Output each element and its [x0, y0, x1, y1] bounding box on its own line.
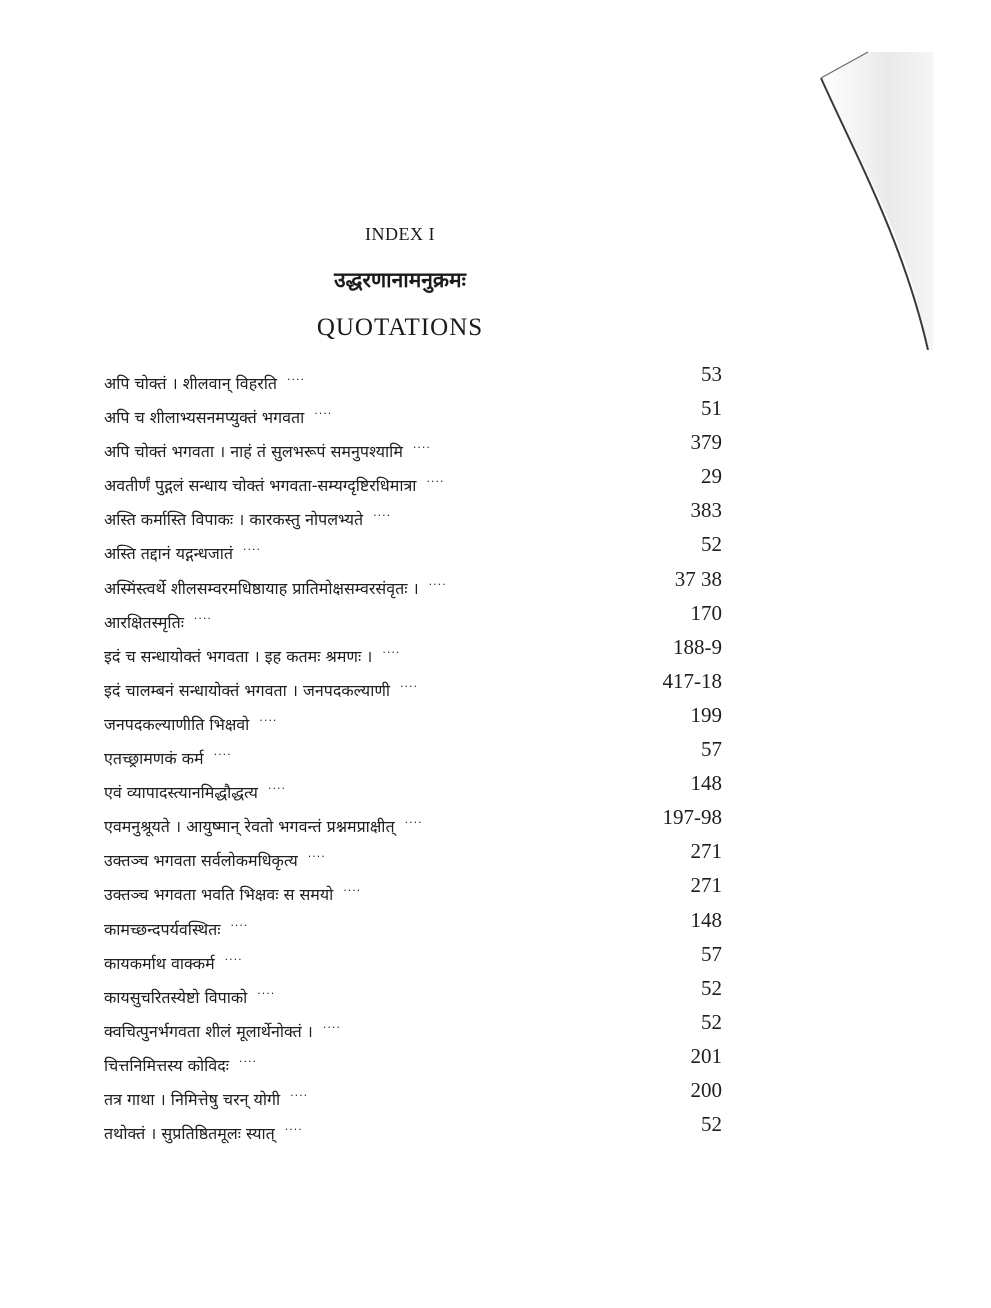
leader-dots: ···· — [238, 1054, 257, 1068]
quotation-text: अस्ति तद्दानं यद्गन्धजातं — [104, 544, 233, 564]
leader-dots: ···· — [257, 986, 276, 1000]
quotation-text: अवतीर्णं पुद्गलं सन्धाय चोक्तं भगवता-सम्यग्दृष्टिरधिमात्रा — [104, 476, 417, 496]
quotation-text: एवमनुश्रूयते । आयुष्मान् रेवतो भगवन्तं प्रश्नमप्राक्षीत् — [104, 817, 395, 837]
quotation-entry — [104, 532, 744, 566]
quotation-entry — [104, 908, 744, 942]
page-number: 52 — [701, 1112, 722, 1137]
leader-dots: ···· — [230, 918, 249, 932]
quotation-text: चित्तनिमित्तस्य कोविदः — [104, 1055, 229, 1075]
leader-dots: ···· — [404, 816, 423, 830]
quotation-entry — [104, 635, 744, 669]
page-number: 29 — [701, 464, 722, 489]
page-number: 417-18 — [662, 668, 722, 693]
page-number: 200 — [690, 1077, 722, 1102]
quotation-text: अस्ति कर्मास्ति विपाकः । कारकस्तु नोपलभ्यते — [104, 510, 364, 530]
quotation-text: क्वचित्पुनर्भगवता शीलं मूलार्थेनोक्तं । — [104, 1021, 313, 1041]
quotation-list — [104, 362, 744, 1146]
quotation-text: कामच्छन्दपर्यवस्थितः — [104, 919, 221, 939]
page-number: 148 — [690, 771, 722, 796]
leader-dots: ···· — [243, 543, 261, 557]
leader-dots: ···· — [284, 1123, 303, 1137]
quotation-entry — [104, 1112, 744, 1146]
quotation-entry — [104, 703, 744, 737]
quotation-text: उक्तञ्च भगवता सर्वलोकमधिकृत्य — [104, 851, 298, 871]
page-number: 57 — [701, 737, 722, 762]
quotation-entry — [104, 464, 744, 498]
leader-dots: ···· — [290, 1088, 309, 1102]
quotation-text: आरक्षितस्मृतिः — [104, 612, 184, 632]
quotation-entry — [104, 976, 744, 1010]
page-number: 271 — [690, 839, 722, 864]
quotation-entry — [104, 396, 744, 430]
quotation-text: अपि चोक्तं भगवता । नाहं तं सुलभरूपं समनुपश्यामि — [104, 442, 403, 462]
leader-dots: ···· — [382, 645, 401, 659]
page-number: 148 — [690, 907, 722, 932]
quotation-text: तथोक्तं । सुप्रतिष्ठितमूलः स्यात् — [104, 1124, 275, 1144]
quotation-text: जनपदकल्याणीति भिक्षवो — [104, 714, 250, 734]
page-number: 53 — [701, 362, 722, 386]
page-number: 383 — [690, 498, 722, 523]
quotation-entry — [104, 942, 744, 976]
leader-dots: ···· — [287, 373, 306, 386]
leader-dots: ···· — [213, 748, 232, 762]
leader-dots: ···· — [193, 611, 212, 625]
leader-dots: ···· — [426, 475, 445, 489]
quotation-text: कायसुचरितस्येष्टो विपाको — [104, 987, 248, 1007]
leader-dots: ···· — [259, 713, 278, 727]
page-number: 379 — [690, 430, 722, 455]
page-number: 201 — [690, 1043, 722, 1068]
quotation-entry — [104, 498, 744, 532]
leader-dots: ···· — [314, 407, 333, 421]
page-number: 52 — [701, 975, 722, 1000]
quotations-title: QUOTATIONS — [316, 314, 484, 341]
leader-dots: ···· — [428, 577, 447, 591]
leader-dots: ···· — [307, 850, 326, 864]
quotation-entry — [104, 1010, 744, 1044]
quotation-text: अस्मिंस्त्वर्थे शीलसम्वरमधिष्ठायाह प्रातिमोक्षसम्वरसंवृतः । — [104, 578, 419, 598]
quotation-entry — [104, 805, 744, 839]
quotation-entry — [104, 737, 744, 771]
leader-dots: ···· — [343, 884, 362, 898]
page-number: 57 — [701, 941, 722, 966]
quotation-text: अपि च शीलाभ्यसनमप्युक्तं भगवता — [104, 408, 305, 428]
quotation-entry — [104, 567, 744, 601]
quotation-text: अपि चोक्तं । शीलवान् विहरति — [104, 374, 278, 393]
page-number: 197-98 — [662, 805, 722, 830]
page-number: 51 — [701, 396, 722, 421]
quotation-entry — [104, 430, 744, 464]
quotation-entry — [104, 669, 744, 703]
page-number: 199 — [690, 702, 722, 727]
leader-dots: ···· — [322, 1020, 341, 1034]
leader-dots: ···· — [224, 952, 243, 966]
quotation-text: एवं व्यापादस्त्यानमिद्धौद्धत्य — [104, 783, 258, 803]
leader-dots: ···· — [267, 782, 286, 796]
quotation-entry — [104, 839, 744, 873]
quotation-entry — [104, 601, 744, 635]
quotation-text: कायकर्माथ वाक्कर्म — [104, 953, 215, 973]
sanskrit-title: उद्धरणानामनुक्रमः — [334, 268, 466, 292]
page-number: 37 38 — [674, 566, 722, 591]
quotation-text: एतच्छ्रामणकं कर्म — [104, 749, 204, 769]
quotation-text: इदं चालम्बनं सन्धायोक्तं भगवता । जनपदकल्याणी — [104, 680, 391, 700]
page-number: 170 — [690, 600, 722, 625]
page-number: 52 — [701, 532, 722, 557]
quotation-entry — [104, 1044, 744, 1078]
leader-dots: ···· — [400, 679, 419, 693]
quotation-text: इदं च सन्धायोक्तं भगवता । इह कतमः श्रमणः । — [104, 646, 373, 666]
quotation-entry — [104, 362, 744, 396]
quotation-entry — [104, 771, 744, 805]
page-curl-shadow — [783, 50, 943, 350]
leader-dots: ···· — [412, 441, 431, 455]
quotation-entry — [104, 1078, 744, 1112]
leader-dots: ···· — [373, 509, 392, 523]
quotation-text: तत्र गाथा । निमित्तेषु चरन् योगी — [104, 1089, 281, 1109]
page-number: 271 — [690, 873, 722, 898]
quotation-text: उक्तञ्च भगवता भवति भिक्षवः स समयो — [104, 885, 334, 905]
page-number: 188-9 — [673, 634, 722, 659]
quotation-entry — [104, 873, 744, 907]
page-number: 52 — [701, 1009, 722, 1034]
index-heading: INDEX I — [365, 224, 435, 244]
